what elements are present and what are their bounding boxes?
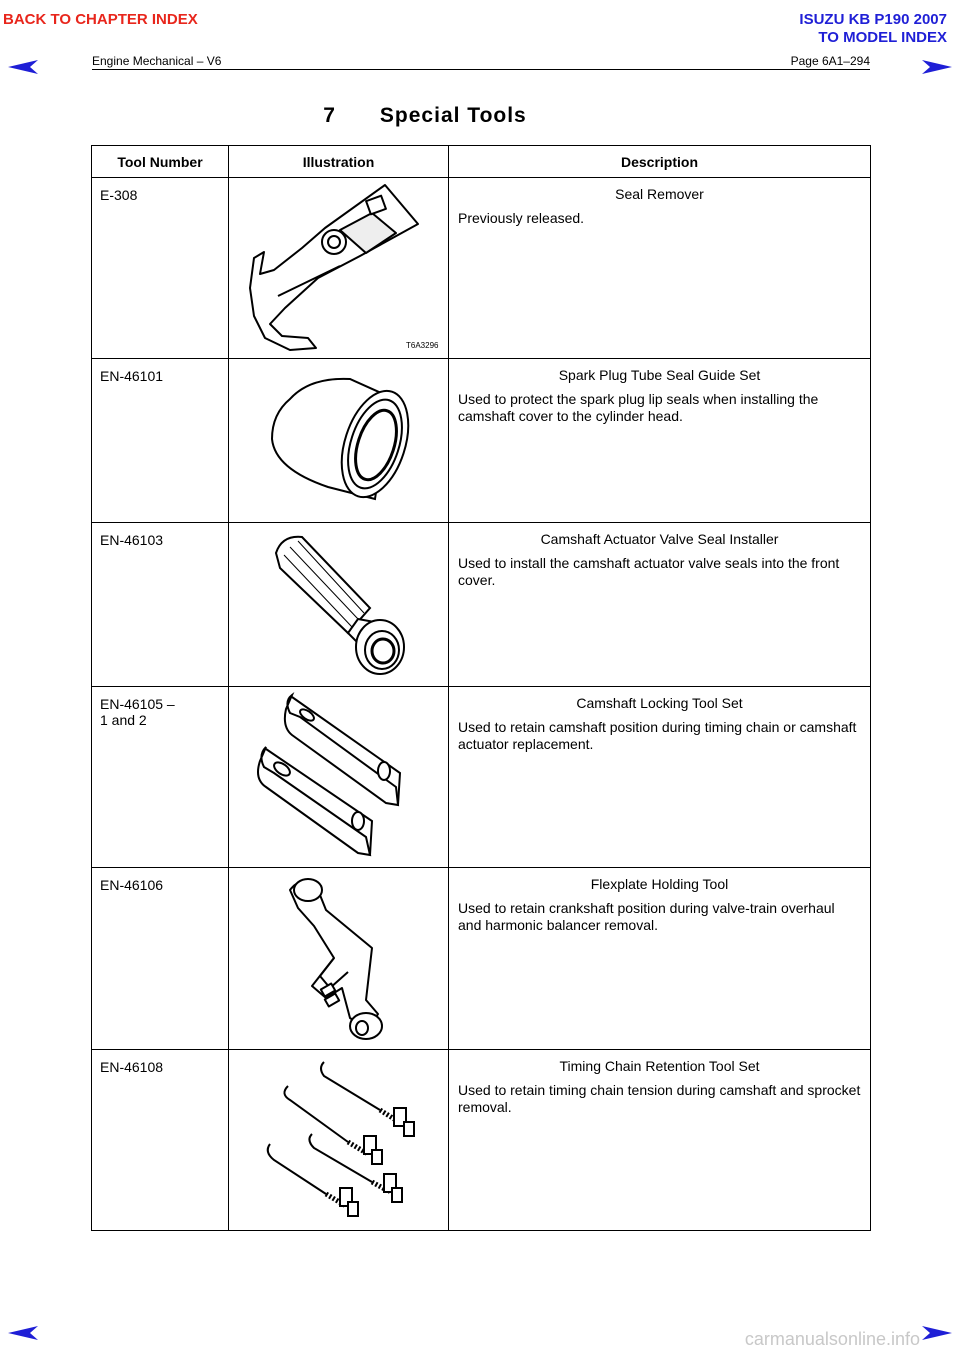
tool-name: Camshaft Actuator Valve Seal Installer [540,531,779,547]
tool-number-line: EN-46105 – [100,696,175,712]
tool-name: Timing Chain Retention Tool Set [559,1058,760,1074]
tool-usage: Used to retain timing chain tension during camshaft and sprocket removal. [458,1082,861,1115]
special-tools-table [91,145,871,1231]
section-title: Engine Mechanical – V6 [92,54,222,68]
page-title [0,104,850,128]
tool-usage: Used to retain crankshaft position during valve-train overhaul and harmonic balancer removal. [458,900,835,933]
tool-illustration-cell [229,523,449,687]
seal-remover-illustration [230,178,448,357]
tool-usage: Used to protect the spark plug lip seals when installing the camshaft cover to the cylinder head. [458,391,819,424]
model-index-label: TO MODEL INDEX [818,29,947,46]
tool-usage: Previously released. [458,210,585,226]
table-row [92,868,871,1050]
model-title-line: ISUZU KB P190 2007 [799,11,947,28]
column-header-illustration: Illustration [229,146,449,178]
tool-description [449,359,871,523]
tool-description [449,1050,871,1231]
tool-name: Camshaft Locking Tool Set [576,695,743,711]
tool-number: EN-46103 [92,523,229,687]
table-row [92,1050,871,1231]
camshaft-locking-tool-illustration [230,687,448,866]
section-number: 7 [323,104,336,127]
table-row [92,523,871,687]
tool-usage: Used to retain camshaft position during timing chain or camshaft actuator replacement. [458,719,857,752]
section-heading: Special Tools [379,104,527,127]
table-row [92,178,871,359]
arrow-right-icon[interactable] [922,60,952,74]
table-row [92,359,871,523]
tool-illustration-cell [229,359,449,523]
tool-name: Spark Plug Tube Seal Guide Set [558,367,761,383]
tool-illustration-cell [229,868,449,1050]
watermark: carmanualsonline.info [744,1329,920,1349]
seal-guide-illustration [230,359,448,521]
table-row [92,687,871,868]
tool-illustration-cell [229,687,449,868]
tool-number-line: 1 and 2 [100,712,147,728]
back-to-chapter-index-link[interactable]: BACK TO CHAPTER INDEX [3,11,198,28]
tool-illustration-cell [229,1050,449,1231]
tool-number [92,687,229,868]
page-number: Page 6A1–294 [790,54,870,68]
flexplate-holding-tool-illustration [230,868,448,1048]
arrow-left-icon[interactable] [8,60,38,74]
to-model-index-link[interactable] [799,11,947,47]
tool-description [449,178,871,359]
arrow-right-icon[interactable] [922,1326,952,1340]
header-divider [92,69,870,70]
tool-number: E-308 [92,178,229,359]
tool-name: Seal Remover [615,186,704,202]
tool-number: EN-46106 [92,868,229,1050]
tool-description [449,687,871,868]
tool-description [449,868,871,1050]
tool-number: EN-46101 [92,359,229,523]
column-header-description: Description [449,146,871,178]
tool-usage: Used to install the camshaft actuator valve seals into the front cover. [458,555,840,588]
tool-name: Flexplate Holding Tool [590,876,729,892]
tool-number: EN-46108 [92,1050,229,1231]
tool-illustration-cell [229,178,449,359]
tool-description [449,523,871,687]
table-header-row [92,146,871,178]
valve-seal-installer-illustration [230,523,448,685]
column-header-tool-number: Tool Number [92,146,229,178]
arrow-left-icon[interactable] [8,1326,38,1340]
illustration-label: T6A3296 [405,341,438,350]
timing-chain-retention-tool-illustration [230,1050,448,1229]
